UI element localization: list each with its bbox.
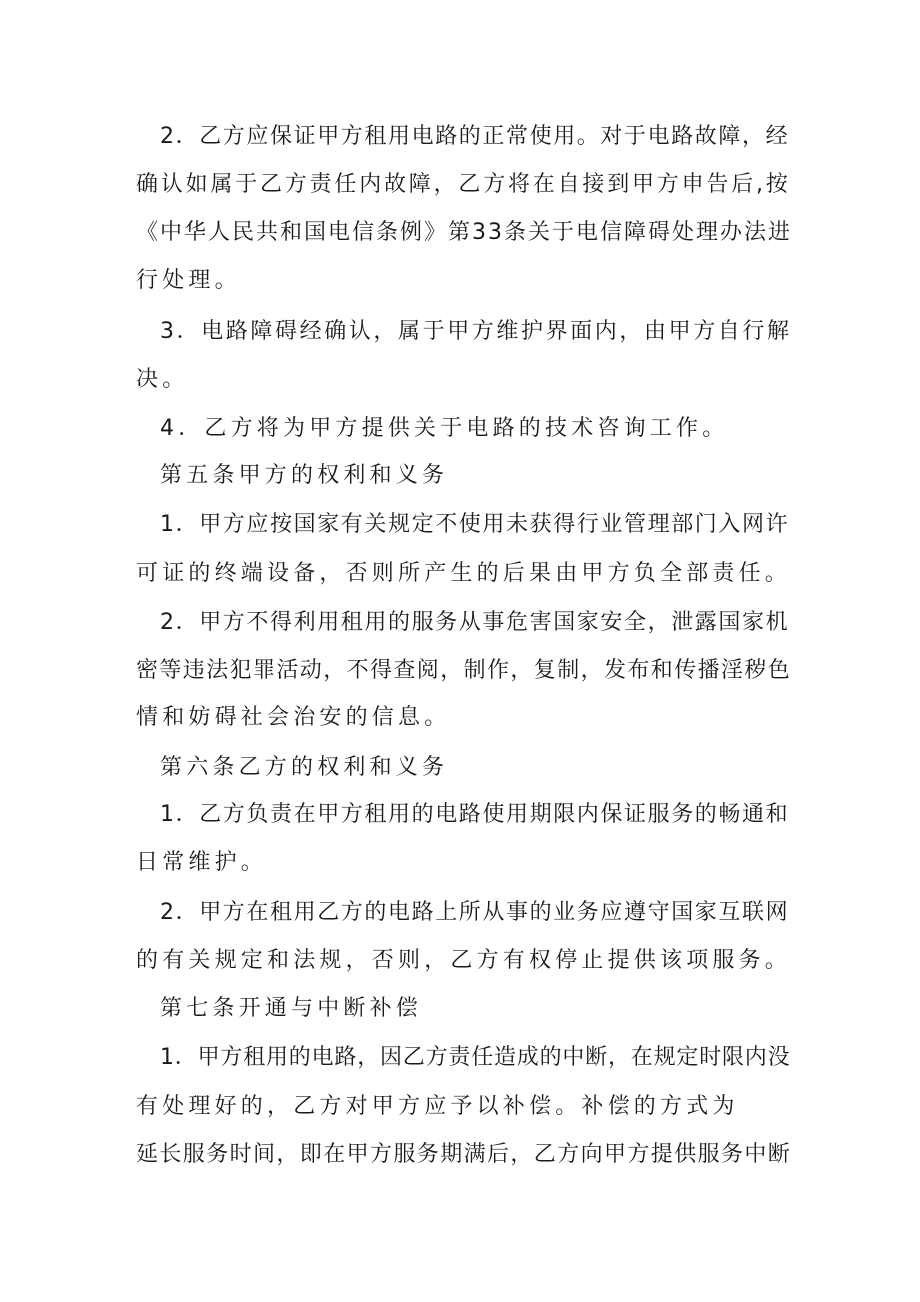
paragraph-line: 2．乙方应保证甲方租用电路的正常使用。对于电路故障，经 [160,124,790,149]
paragraph-line: 延长服务时间，即在甲方服务期满后，乙方向甲方提供服务中断 [136,1142,792,1167]
section-heading: 第七条开通与中断补偿 [160,996,423,1021]
paragraph-line: 4．乙方将为甲方提供关于电路的技术咨询工作。 [160,416,729,441]
paragraph-line: 确认如属于乙方责任内故障，乙方将在自接到甲方申告后,按 [136,172,791,197]
paragraph-line: 日常维护。 [136,850,268,875]
section-heading: 第五条甲方的权利和义务 [160,463,449,488]
paragraph-line: 的有关规定和法规，否则，乙方有权停止提供该项服务。 [136,948,792,973]
paragraph-line: 《中华人民共和国电信条例》第33条关于电信障碍处理办法进 [136,220,792,245]
paragraph-line: 3．电路障碍经确认，属于甲方维护界面内，由甲方自行解 [160,319,792,344]
paragraph-line: 有处理好的，乙方对甲方应予以补偿。补偿的方式为 [136,1094,739,1119]
paragraph-line: 1．甲方租用的电路，因乙方责任造成的中断，在规定时限内没 [160,1045,791,1070]
paragraph-line: 行处理。 [136,268,241,293]
paragraph-line: 密等违法犯罪活动，不得查阅，制作，复制，发布和传播淫秽色 [136,658,792,683]
paragraph-line: 1．乙方负责在甲方租用的电路使用期限内保证服务的畅通和 [160,802,790,827]
section-heading: 第六条乙方的权利和义务 [160,755,449,780]
paragraph-line: 2．甲方在租用乙方的电路上所从事的业务应遵守国家互联网 [160,900,790,925]
paragraph-line: 可证的终端设备，否则所产生的后果由甲方负全部责任。 [136,561,792,586]
paragraph-line: 1．甲方应按国家有关规定不使用未获得行业管理部门入网许 [160,512,790,537]
paragraph-line: 决。 [136,367,189,392]
paragraph-line: 2．甲方不得利用租用的服务从事危害国家安全，泄露国家机 [160,610,790,635]
paragraph-line: 情和妨碍社会治安的信息。 [136,705,451,730]
